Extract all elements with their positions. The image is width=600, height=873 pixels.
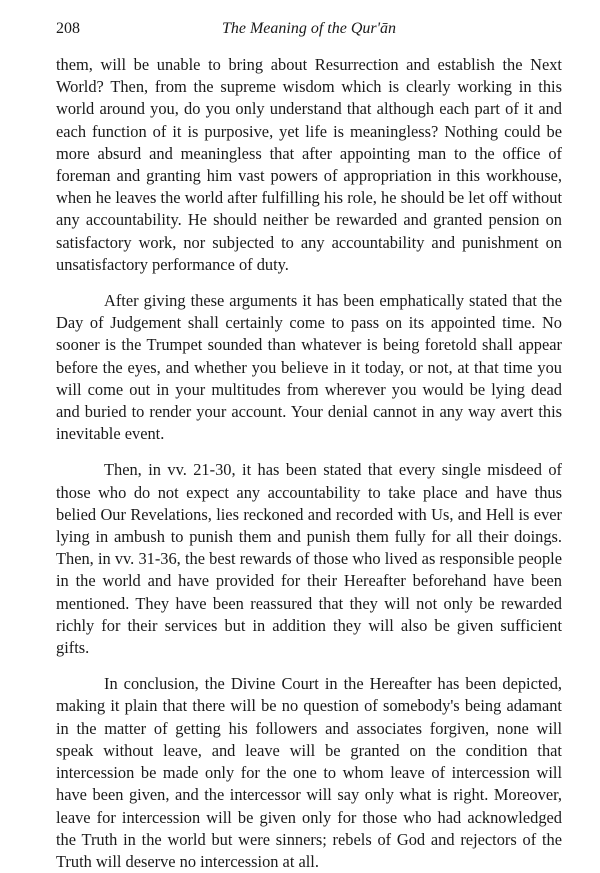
page-number: 208 xyxy=(56,20,80,37)
body-text xyxy=(56,54,562,873)
book-title: The Meaning of the Qur'ān xyxy=(221,20,397,37)
paragraph-conclusion: In conclusion, the Divine Court in the Hereafter has been depicted, making it plain that there will be no question of somebody's being adamant in the matter of getting his followers and associates forgiven, none will speak without leave, and leave will be granted on the condition that intercession be made only for the one to whom leave of intercession will have been given, and the intercessor will say only what is right. Moreover, leave for intercession will be given only for those who had acknowledged the Truth in the world but were sinners; rebels of God and rejectors of the Truth will deserve no intercession at all. xyxy=(56,674,562,871)
paragraph-misdeeds-and-rewards: Then, in vv. 21-30, it has been stated that every single misdeed of those who do not expect any accountability to take place and have thus belied Our Revelations, lies reckoned and recorded with Us, and Hell is ever lying in ambush to punish them and punish them fully for all their doings. Then, in vv. 31-36, the best rewards of those who lived as responsible people in the world and have provided for their Hereafter beforehand have been mentioned. They have been reassured that they will not only be rewarded richly for their services but in addition they will also be given sufficient gifts. xyxy=(56,460,562,658)
running-head xyxy=(56,20,562,42)
paragraph-continuation: them, will be unable to bring about Resurrection and establish the Next World? Then, from the supreme wisdom which is clearly working in this world around you, do you only understand that although each part of it and each function of it is purposive, yet life is meaningless? Nothing could be more absurd and meaningless that after appointing man to the office of foreman and granting him vast powers of appropriation in this workhouse, when he leaves the world after fulfilling his role, he should be let off without any accountability. He should neither be rewarded and granted pension on satisfactory work, nor subjected to any accountability and punishment on unsatisfactory performance of duty. xyxy=(56,55,562,274)
paragraph-day-of-judgement: After giving these arguments it has been emphatically stated that the Day of Judgement shall certainly come to pass on its appointed time. No sooner is the Trumpet sounded than whatever is being foretold shall appear before the eyes, and whether you believe in it today, or not, at that time you will come out in your multitudes from wherever you would be lying dead and buried to render your account. Your denial cannot in any way avert this inevitable event. xyxy=(56,291,562,444)
